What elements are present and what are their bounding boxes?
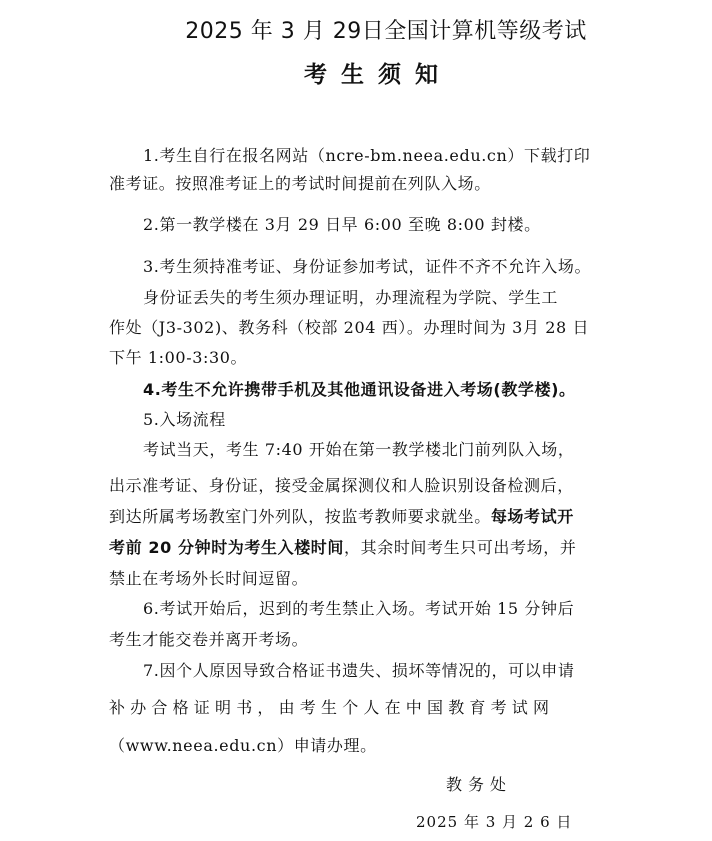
item-3-line-2: 身份证丢失的考生须办理证明，办理流程为学院、学生工: [143, 288, 559, 307]
item-5-line-3: 出示准考证、身份证，接受金属探测仪和人脸识别设备检测后，: [109, 476, 574, 495]
item-5-line-2: 考试当天，考生 7:40 开始在第一教学楼北门前列队入场，: [143, 440, 575, 459]
item-3-line-3: 作处（J3-302)、教务科（校部 204 西）。办理时间为 3月 28 日: [109, 318, 590, 337]
item-6-line-1: 6.考试开始后，迟到的考生禁止入场。考试开始 15 分钟后: [143, 599, 575, 618]
page-subtitle: 考生须知: [304, 62, 452, 88]
item-5-line-4: [109, 507, 574, 527]
item-5-line-6: 禁止在考场外长时间逗留。: [109, 569, 309, 588]
issue-date: 2025 年 3 月 2 6 日: [416, 813, 573, 831]
item-6-line-2: 考生才能交卷并离开考场。: [109, 630, 309, 649]
item-5-line-4-regular: 到达所属考场教室门外列队，按监考教师要求就坐。: [109, 507, 491, 526]
item-5-line-5: [109, 538, 576, 558]
item-5-line-5-bold: 考前 20 分钟时为考生入楼时间: [109, 538, 345, 557]
item-7-line-3: （www.neea.edu.cn）申请办理。: [109, 736, 377, 755]
item-3-line-4: 下午 1:00-3:30。: [109, 348, 248, 367]
item-7-line-2: 补办合格证明书，由考生个人在中国教育考试网: [109, 698, 555, 717]
item-5-line-4-bold: 每场考试开: [490, 507, 574, 526]
item-7-line-1: 7.因个人原因导致合格证书遗失、损坏等情况的，可以申请: [143, 661, 575, 680]
item-3-line-1: 3.考生须持准考证、身份证参加考试，证件不齐不允许入场。: [143, 257, 592, 276]
item-1-line-1: 1.考生自行在报名网站（ncre-bm.neea.edu.cn）下载打印: [143, 146, 591, 165]
item-5-line-5-regular: ，其余时间考生只可出考场，并: [344, 538, 577, 557]
issuer-signature: 教务处: [446, 775, 513, 794]
item-2-line-1: 2.第一教学楼在 3月 29 日早 6:00 至晚 8:00 封楼。: [143, 215, 541, 234]
item-5-heading: 5.入场流程: [143, 410, 226, 429]
item-1-line-2: 准考证。按照准考证上的考试时间提前在列队入场。: [109, 174, 491, 193]
page-title: 2025 年 3 月 29日全国计算机等级考试: [185, 19, 587, 44]
item-4-line-1: 4.考生不允许携带手机及其他通讯设备进入考场(教学楼)。: [143, 380, 576, 399]
